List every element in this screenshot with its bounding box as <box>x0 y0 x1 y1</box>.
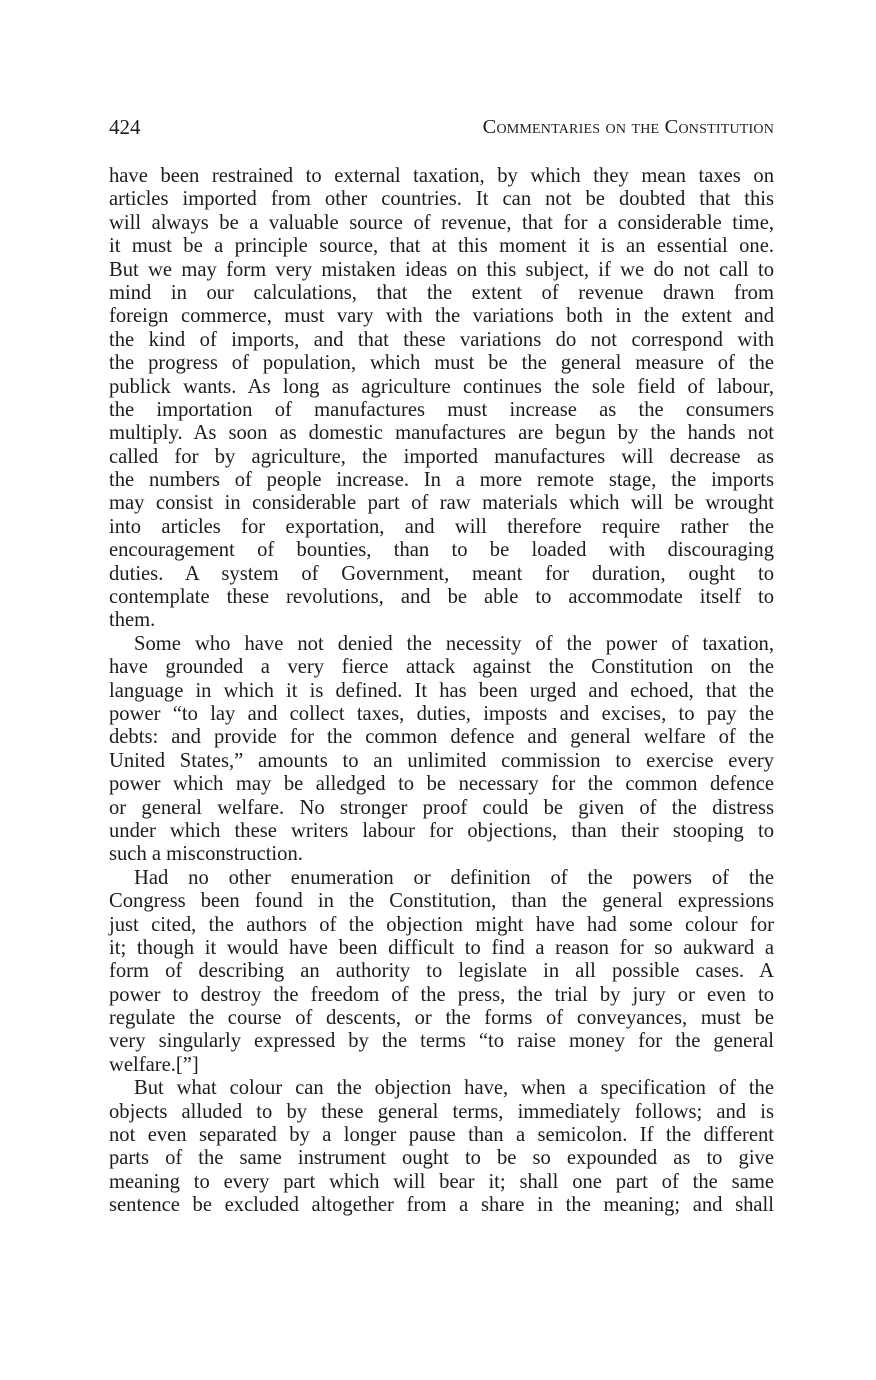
text-line: publick wants. As long as agriculture continues the sole field of labour, <box>109 375 774 398</box>
text-line: them. <box>109 609 156 632</box>
text-line: language in which it is defined. It has been urged and echoed, that the <box>109 679 774 702</box>
text-line: contemplate these revolutions, and be able to accommodate itself to <box>109 586 774 609</box>
text-line: form of describing an authority to legislate in all possible cases. A <box>109 960 774 983</box>
text-line: foreign commerce, must vary with the variations both in the extent and <box>109 305 774 328</box>
text-line: sentence be excluded altogether from a share in the meaning; and shall <box>109 1194 774 1217</box>
page-number: 424 <box>109 115 141 139</box>
text-line: just cited, the authors of the objection might have had some colour for <box>109 913 774 936</box>
text-line: power which may be alledged to be necessary for the common defence <box>109 773 774 796</box>
text-line: or general welfare. No stronger proof could be given of the distress <box>109 796 774 819</box>
text-line: articles imported from other countries. It can not be doubted that this <box>109 188 774 211</box>
text-line: the progress of population, which must be the general measure of the <box>109 352 774 375</box>
text-line: the numbers of people increase. In a more remote stage, the imports <box>109 469 774 492</box>
text-line: may consist in considerable part of raw materials which will be wrought <box>109 492 774 515</box>
text-line: encouragement of bounties, than to be loaded with discouraging <box>109 539 774 562</box>
text-line: have grounded a very fierce attack against the Constitution on the <box>109 656 774 679</box>
text-line: very singularly expressed by the terms “to raise money for the general <box>109 1030 774 1053</box>
paragraph <box>109 165 774 633</box>
text-line: regulate the course of descents, or the forms of conveyances, must be <box>109 1007 774 1030</box>
text-line: But what colour can the objection have, when a specification of the <box>134 1077 774 1100</box>
text-line: into articles for exportation, and will therefore require rather the <box>109 515 774 538</box>
text-line: Congress been found in the Constitution, than the general expressions <box>109 890 774 913</box>
text-line: such a misconstruction. <box>109 843 303 866</box>
running-head <box>109 113 774 141</box>
text-line: parts of the same instrument ought to be so expounded as to give <box>109 1147 774 1170</box>
text-line: Some who have not denied the necessity of the power of taxation, <box>134 632 774 655</box>
text-line: meaning to every part which will bear it; shall one part of the same <box>109 1170 774 1193</box>
text-line: power to destroy the freedom of the press, the trial by jury or even to <box>109 983 774 1006</box>
paragraph <box>109 1077 774 1217</box>
text-line: under which these writers labour for objections, than their stooping to <box>109 819 774 842</box>
text-line: power “to lay and collect taxes, duties, imposts and excises, to pay the <box>109 702 774 725</box>
text-line: will always be a valuable source of revenue, that for a considerable time, <box>109 211 774 234</box>
text-line: objects alluded to by these general terms, immediately follows; and is <box>109 1100 774 1123</box>
text-line: it must be a principle source, that at this moment it is an essential one. <box>109 235 774 258</box>
running-title: Commentaries on the Constitution <box>482 116 774 138</box>
paragraph <box>109 633 774 867</box>
text-line: multiply. As soon as domestic manufactures are begun by the hands not <box>109 422 774 445</box>
text-line: have been restrained to external taxation, by which they mean taxes on <box>109 165 774 187</box>
text-line: the importation of manufactures must increase as the consumers <box>109 398 774 421</box>
text-line: mind in our calculations, that the extent of revenue drawn from <box>109 281 774 304</box>
text-line: United States,” amounts to an unlimited commission to exercise every <box>109 749 774 772</box>
text-line: not even separated by a longer pause than a semicolon. If the different <box>109 1124 774 1147</box>
text-line: duties. A system of Government, meant for duration, ought to <box>109 562 774 585</box>
text-line: called for by agriculture, the imported manufactures will decrease as <box>109 445 774 468</box>
text-line: debts: and provide for the common defence and general welfare of the <box>109 726 774 749</box>
text-line: welfare.[”] <box>109 1053 199 1076</box>
text-line: But we may form very mistaken ideas on this subject, if we do not call to <box>109 258 774 281</box>
body-text <box>109 165 774 1218</box>
text-line: it; though it would have been difficult to find a reason for so aukward a <box>109 936 774 959</box>
paragraph <box>109 867 774 1078</box>
text-line: Had no other enumeration or definition of the powers of the <box>134 866 774 889</box>
text-line: the kind of imports, and that these variations do not correspond with <box>109 328 774 351</box>
